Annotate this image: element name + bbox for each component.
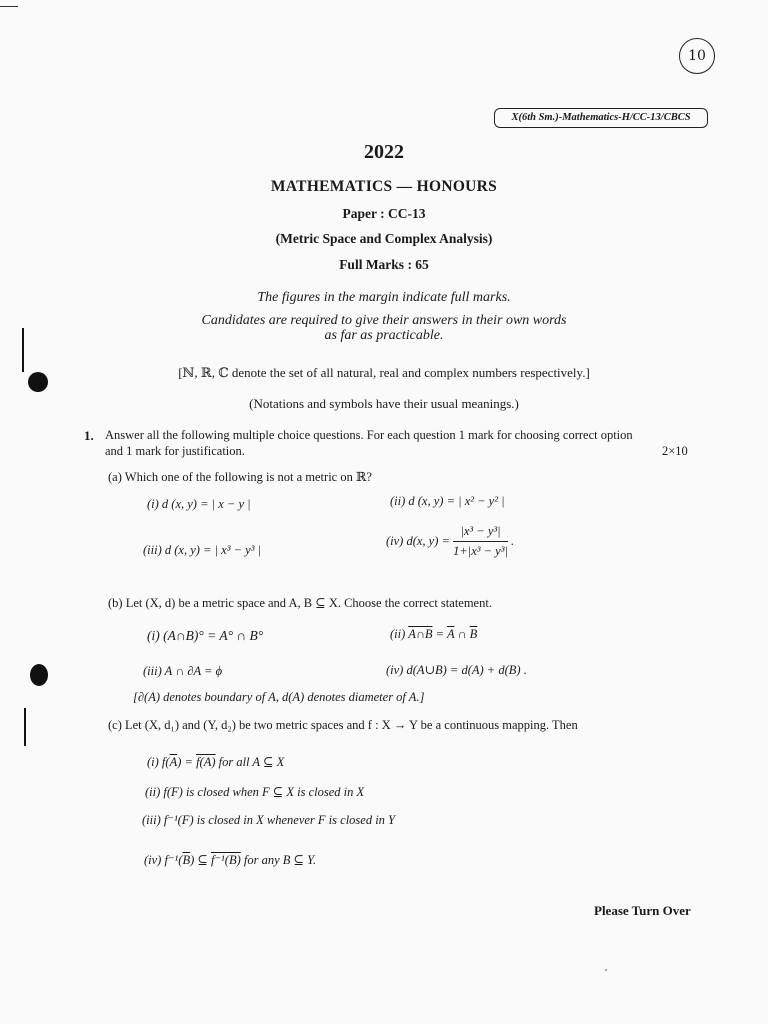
option-i-eq: ) =	[177, 755, 193, 769]
notation-note: [ℕ, ℝ, ℂ denote the set of all natural, real and complex numbers respectively.]	[178, 365, 590, 380]
part-b-stem: (b) Let (X, d) be a metric space and A, B ⊆ X. Choose the correct statement.	[108, 596, 492, 610]
part-b-note: [∂(A) denotes boundary of A, d(A) denotes diameter of A.]	[133, 690, 425, 704]
fraction-denominator: 1+|x³ − y³|	[453, 544, 508, 558]
part-a-stem: (a) Which one of the following is not a metric on ℝ?	[108, 470, 372, 484]
closure-b: $\overline{B}$	[182, 853, 191, 867]
question-text-line-1: Answer all the following multiple choice questions. For each question 1 mark for choosing correct option	[105, 428, 633, 442]
part-c-option-iii: (iii) f⁻¹(F) is closed in X whenever F is closed in Y	[142, 813, 396, 827]
part-b-option-i: (i) (A∩B)° = A° ∩ B°	[147, 628, 264, 643]
fraction-numerator: |x³ − y³|	[453, 524, 508, 542]
option-iv-subset: ) ⊆	[190, 853, 208, 867]
part-a-option-iv-label: (iv) d(x, y) =	[386, 534, 450, 548]
instruction-line-1: The figures in the margin indicate full marks.	[257, 290, 511, 305]
closure-of-preimage: f⁻¹(B)	[210, 853, 241, 867]
question-number: 1.	[84, 428, 94, 443]
subject-title: MATHEMATICS — HONOURS	[270, 178, 498, 195]
option-iv-prefix: (iv) f⁻¹(	[144, 853, 183, 867]
part-a-option-ii: (ii) d (x, y) = | x² − y² |	[390, 494, 505, 508]
part-b-option-iii: (iii) A ∩ ∂A = ϕ	[143, 664, 223, 678]
symbols-note: (Notations and symbols have their usual meanings.)	[249, 396, 519, 411]
equals-sign: =	[435, 627, 445, 641]
part-c-option-i	[147, 754, 284, 770]
year: 2022	[364, 141, 404, 163]
question-marks: 2×10	[662, 444, 688, 458]
top-left-stroke	[0, 6, 18, 7]
part-b-option-ii	[390, 627, 477, 642]
instruction-line-2: Candidates are required to give their answers in their own words	[201, 313, 567, 328]
part-a-option-iii: (iii) d (x, y) = | x³ − y³ |	[143, 543, 261, 557]
question-text-line-2: and 1 mark for justification.	[105, 444, 245, 458]
part-c-option-iv	[144, 852, 316, 868]
part-b-option-ii-label: (ii)	[390, 627, 406, 641]
closure-of-intersection: A∩B	[408, 627, 433, 641]
closure-of-image: f(A)	[196, 755, 216, 769]
closure-of-b: $\overline{B}$	[469, 627, 478, 641]
part-a-option-iv-fraction	[453, 524, 508, 559]
punch-hole-bottom	[30, 664, 48, 686]
option-i-suffix: for all A ⊆ X	[218, 755, 285, 769]
paper-number: Paper : CC-13	[342, 206, 426, 221]
part-a-option-iv-end: .	[511, 534, 515, 548]
instruction-line-3: as far as practicable.	[324, 328, 444, 343]
part-a-option-iv	[386, 524, 514, 559]
part-b-option-iv: (iv) d(A∪B) = d(A) + d(B) .	[386, 663, 527, 677]
part-c-option-ii: (ii) f(F) is closed when F ⊆ X is closed in X	[145, 785, 365, 799]
part-c-stem: (c) Let (X, d₁) and (Y, d₂) be two metric spaces and f : X → Y be a continuous mapping. Then	[108, 718, 578, 732]
intersection-sign: ∩	[457, 627, 467, 641]
please-turn-over: Please Turn Over	[594, 903, 691, 918]
closure-a: $\overline{A}$	[169, 755, 178, 769]
stray-dot	[605, 969, 607, 971]
paper-code: X(6th Sm.)-Mathematics-H/CC-13/CBCS	[494, 108, 708, 128]
option-i-prefix: (i) f(	[147, 755, 170, 769]
handwritten-page-mark: 10	[679, 38, 715, 74]
paper-title: (Metric Space and Complex Analysis)	[275, 231, 493, 246]
closure-of-a: $\overline{A}$	[446, 627, 455, 641]
margin-line-bottom	[24, 708, 26, 746]
full-marks: Full Marks : 65	[339, 257, 429, 272]
option-iv-suffix: for any B ⊆ Y.	[243, 853, 317, 867]
part-a-option-i: (i) d (x, y) = | x − y |	[147, 497, 251, 511]
